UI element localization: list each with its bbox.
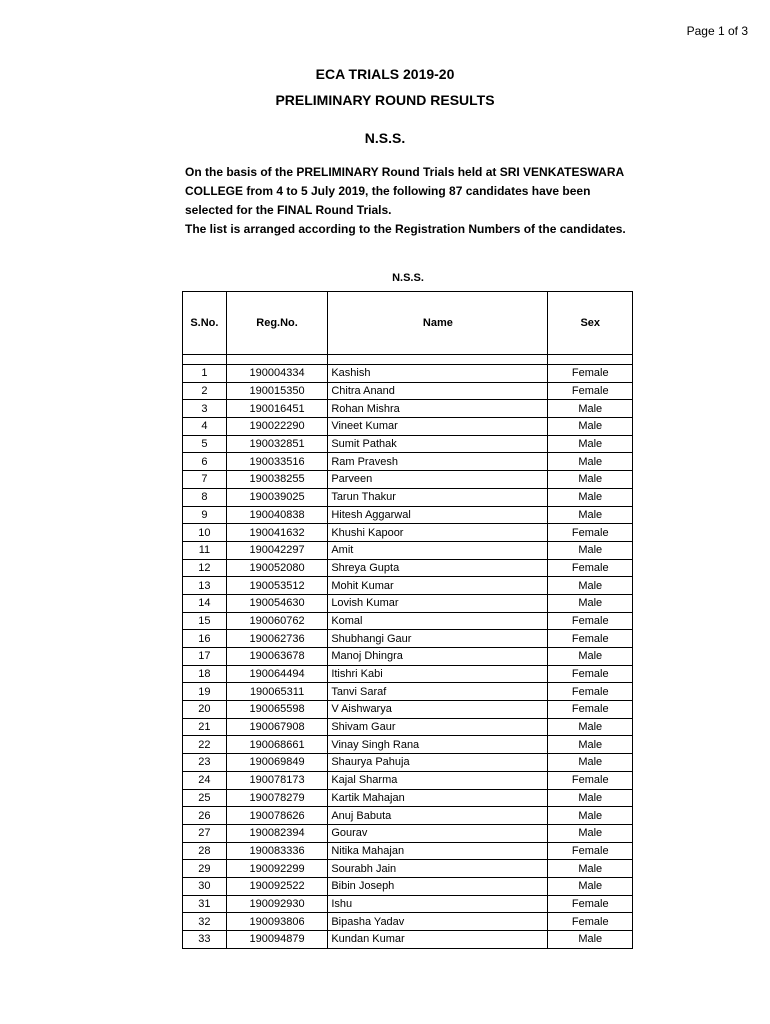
table-row [183, 453, 633, 471]
cell-sno: 32 [183, 913, 227, 931]
cell-sno: 6 [183, 453, 227, 471]
table-row [183, 382, 633, 400]
table-row [183, 789, 633, 807]
cell-name: Khushi Kapoor [328, 524, 548, 542]
cell-reg-no: 190092522 [226, 877, 327, 895]
cell-sno: 31 [183, 895, 227, 913]
cell-sex: Female [548, 559, 633, 577]
cell-sex: Male [548, 541, 633, 559]
cell-reg-no: 190067908 [226, 718, 327, 736]
cell-sno: 11 [183, 541, 227, 559]
cell-reg-no: 190065311 [226, 683, 327, 701]
cell-sno: 25 [183, 789, 227, 807]
cell-name: Shreya Gupta [328, 559, 548, 577]
cell-reg-no: 190016451 [226, 400, 327, 418]
unit-title: N.S.S. [364, 130, 406, 146]
cell-reg-no: 190015350 [226, 382, 327, 400]
cell-sex: Female [548, 365, 633, 383]
cell-reg-no: 190094879 [226, 931, 327, 949]
cell-reg-no: 190042297 [226, 541, 327, 559]
cell-reg-no: 190068661 [226, 736, 327, 754]
table-row [183, 418, 633, 436]
cell-reg-no: 190064494 [226, 665, 327, 683]
cell-sex: Female [548, 771, 633, 789]
table-row [183, 365, 633, 383]
cell-sno: 33 [183, 931, 227, 949]
cell-name: Vineet Kumar [328, 418, 548, 436]
cell-name: Kajal Sharma [328, 771, 548, 789]
cell-sno: 4 [183, 418, 227, 436]
table-row [183, 683, 633, 701]
cell-name: Anuj Babuta [328, 807, 548, 825]
cell-sex: Male [548, 789, 633, 807]
cell-name: Rohan Mishra [328, 400, 548, 418]
cell-sno: 14 [183, 594, 227, 612]
cell-sex: Female [548, 683, 633, 701]
cell-sno: 27 [183, 824, 227, 842]
cell-sex: Male [548, 718, 633, 736]
cell-sno: 8 [183, 488, 227, 506]
cell-name: Bipasha Yadav [328, 913, 548, 931]
cell-name: Amit [328, 541, 548, 559]
cell-reg-no: 190004334 [226, 365, 327, 383]
cell-sex: Male [548, 594, 633, 612]
cell-name: Kashish [328, 365, 548, 383]
cell-name: Shubhangi Gaur [328, 630, 548, 648]
cell-name: Manoj Dhingra [328, 648, 548, 666]
cell-sno: 21 [183, 718, 227, 736]
cell-name: Chitra Anand [328, 382, 548, 400]
cell-sno: 19 [183, 683, 227, 701]
spacer-cell [328, 355, 548, 365]
cell-reg-no: 190052080 [226, 559, 327, 577]
results-table [182, 291, 633, 949]
table-row [183, 754, 633, 772]
page-subtitle: PRELIMINARY ROUND RESULTS [275, 92, 495, 108]
cell-sno: 28 [183, 842, 227, 860]
cell-reg-no: 190092930 [226, 895, 327, 913]
cell-name: Gourav [328, 824, 548, 842]
cell-sex: Female [548, 382, 633, 400]
cell-reg-no: 190092299 [226, 860, 327, 878]
cell-name: Hitesh Aggarwal [328, 506, 548, 524]
table-row [183, 718, 633, 736]
cell-sex: Female [548, 701, 633, 719]
table-row [183, 895, 633, 913]
cell-sex: Female [548, 612, 633, 630]
spacer-cell [548, 355, 633, 365]
table-row [183, 488, 633, 506]
header-reg-no: Reg.No. [226, 292, 327, 355]
cell-sno: 23 [183, 754, 227, 772]
section-label: N.S.S. [392, 272, 424, 284]
cell-name: Mohit Kumar [328, 577, 548, 595]
cell-name: Komal [328, 612, 548, 630]
page-number: Page 1 of 3 [686, 24, 748, 38]
cell-sex: Female [548, 913, 633, 931]
cell-reg-no: 190078173 [226, 771, 327, 789]
cell-reg-no: 190054630 [226, 594, 327, 612]
cell-sex: Male [548, 754, 633, 772]
cell-sno: 12 [183, 559, 227, 577]
table-row [183, 594, 633, 612]
cell-sno: 10 [183, 524, 227, 542]
table-row [183, 506, 633, 524]
cell-sex: Male [548, 488, 633, 506]
cell-reg-no: 190038255 [226, 471, 327, 489]
cell-sex: Male [548, 435, 633, 453]
cell-sno: 3 [183, 400, 227, 418]
table-row [183, 771, 633, 789]
cell-reg-no: 190039025 [226, 488, 327, 506]
cell-name: Kartik Mahajan [328, 789, 548, 807]
cell-sex: Female [548, 524, 633, 542]
cell-sno: 2 [183, 382, 227, 400]
table-spacer-row [183, 355, 633, 365]
cell-name: Shivam Gaur [328, 718, 548, 736]
cell-sno: 26 [183, 807, 227, 825]
cell-name: Shaurya Pahuja [328, 754, 548, 772]
table-header-row [183, 292, 633, 355]
table-row [183, 524, 633, 542]
table-row [183, 577, 633, 595]
cell-reg-no: 190033516 [226, 453, 327, 471]
cell-sno: 29 [183, 860, 227, 878]
cell-reg-no: 190082394 [226, 824, 327, 842]
cell-sex: Male [548, 736, 633, 754]
cell-sex: Male [548, 877, 633, 895]
table-row [183, 541, 633, 559]
cell-name: Parveen [328, 471, 548, 489]
table-row [183, 648, 633, 666]
table-row [183, 736, 633, 754]
intro-line: On the basis of the PRELIMINARY Round Trials held at SRI VENKATESWARA [185, 165, 625, 179]
cell-reg-no: 190022290 [226, 418, 327, 436]
table-row [183, 913, 633, 931]
cell-reg-no: 190083336 [226, 842, 327, 860]
cell-sex: Female [548, 895, 633, 913]
cell-reg-no: 190040838 [226, 506, 327, 524]
cell-sex: Male [548, 824, 633, 842]
cell-sno: 22 [183, 736, 227, 754]
cell-name: Ishu [328, 895, 548, 913]
spacer-cell [226, 355, 327, 365]
cell-name: Sourabh Jain [328, 860, 548, 878]
cell-sex: Female [548, 630, 633, 648]
cell-sex: Male [548, 807, 633, 825]
table-row [183, 931, 633, 949]
table-row [183, 630, 633, 648]
cell-sex: Male [548, 506, 633, 524]
cell-sno: 15 [183, 612, 227, 630]
cell-reg-no: 190093806 [226, 913, 327, 931]
cell-reg-no: 190065598 [226, 701, 327, 719]
cell-sno: 20 [183, 701, 227, 719]
intro-line: COLLEGE from 4 to 5 July 2019, the following 87 candidates have been [185, 184, 591, 198]
cell-name: Ram Pravesh [328, 453, 548, 471]
cell-name: Bibin Joseph [328, 877, 548, 895]
cell-sno: 18 [183, 665, 227, 683]
cell-sex: Male [548, 860, 633, 878]
cell-sex: Female [548, 665, 633, 683]
cell-sex: Female [548, 842, 633, 860]
cell-reg-no: 190060762 [226, 612, 327, 630]
intro-paragraph [185, 163, 655, 239]
intro-line: The list is arranged according to the Registration Numbers of the candidates. [185, 222, 626, 236]
cell-sno: 7 [183, 471, 227, 489]
cell-reg-no: 190063678 [226, 648, 327, 666]
table-row [183, 877, 633, 895]
cell-sno: 5 [183, 435, 227, 453]
cell-name: Nitika Mahajan [328, 842, 548, 860]
header-sno: S.No. [183, 292, 227, 355]
cell-sno: 24 [183, 771, 227, 789]
table-row [183, 559, 633, 577]
cell-sex: Male [548, 400, 633, 418]
cell-name: Lovish Kumar [328, 594, 548, 612]
table-row [183, 471, 633, 489]
intro-line: selected for the FINAL Round Trials. [185, 203, 392, 217]
table-row [183, 612, 633, 630]
cell-reg-no: 190078279 [226, 789, 327, 807]
cell-sex: Male [548, 471, 633, 489]
cell-reg-no: 190069849 [226, 754, 327, 772]
cell-name: Vinay Singh Rana [328, 736, 548, 754]
cell-reg-no: 190032851 [226, 435, 327, 453]
cell-sno: 13 [183, 577, 227, 595]
cell-sex: Male [548, 577, 633, 595]
spacer-cell [183, 355, 227, 365]
cell-name: Kundan Kumar [328, 931, 548, 949]
cell-name: Tanvi Saraf [328, 683, 548, 701]
cell-reg-no: 190062736 [226, 630, 327, 648]
table-row [183, 807, 633, 825]
header-sex: Sex [548, 292, 633, 355]
cell-sex: Male [548, 648, 633, 666]
table-row [183, 400, 633, 418]
table-row [183, 665, 633, 683]
table-row [183, 701, 633, 719]
cell-name: Sumit Pathak [328, 435, 548, 453]
page-title: ECA TRIALS 2019-20 [315, 66, 455, 82]
table-row [183, 435, 633, 453]
cell-sex: Male [548, 453, 633, 471]
cell-sno: 1 [183, 365, 227, 383]
cell-sex: Male [548, 931, 633, 949]
table-row [183, 824, 633, 842]
cell-name: V Aishwarya [328, 701, 548, 719]
cell-sno: 30 [183, 877, 227, 895]
cell-reg-no: 190053512 [226, 577, 327, 595]
cell-reg-no: 190078626 [226, 807, 327, 825]
cell-sno: 16 [183, 630, 227, 648]
table-row [183, 842, 633, 860]
cell-name: Tarun Thakur [328, 488, 548, 506]
table-row [183, 860, 633, 878]
cell-name: Itishri Kabi [328, 665, 548, 683]
cell-sno: 17 [183, 648, 227, 666]
cell-sno: 9 [183, 506, 227, 524]
table-body [183, 365, 633, 949]
cell-sex: Male [548, 418, 633, 436]
cell-reg-no: 190041632 [226, 524, 327, 542]
header-name: Name [328, 292, 548, 355]
